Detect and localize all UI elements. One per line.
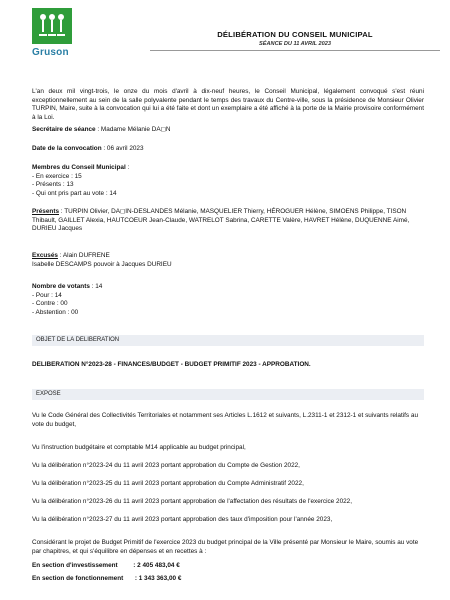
fonctionnement-line xyxy=(32,575,424,584)
gruson-logo xyxy=(32,8,72,62)
vu-deliberation-26: Vu la délibération n°2023-26 du 11 avril 2023 portant approbation de l'affectation des résultats de l'exercice 2022, xyxy=(32,498,353,505)
votants-pour: - Pour : 14 xyxy=(32,291,62,299)
votants-abstention: - Abstention : 00 xyxy=(32,308,79,316)
vu-deliberation-25: Vu la délibération n°2023-25 du 11 avril 2023 portant approbation du Compte Administratif 2022, xyxy=(32,480,304,487)
excuses-value: : Alain DUFRENE xyxy=(57,252,110,259)
header-divider xyxy=(150,50,440,51)
membres-block xyxy=(32,164,424,198)
secretaire-value: : Madame Mélanie DA◻N xyxy=(95,126,171,133)
membres-exercice: - En exercice : 15 xyxy=(32,172,82,180)
deliberation-title: DELIBERATION N°2023-28 - FINANCES/BUDGET - BUDGET PRIMITIF 2023 - APPROBATION. xyxy=(32,361,311,368)
expose-section-bar: EXPOSE xyxy=(32,389,424,400)
presents-value: : TURPIN Olivier, DA◻IN-DESLANDES Mélanie, MASQUELIER Thierry, HÉROGUER Hélène, SIMOENS Philippe, TISON Thibault, GAILLET Alexia, HAUTCOEUR Jean-Claude, WATRELOT Sabrina, CARETTE Valère, HAVRET Hélène, DUQUENNE Aimé, DURIEU Jacques xyxy=(32,208,410,233)
tree-logo-icon xyxy=(32,8,72,44)
investissement-line xyxy=(32,562,424,571)
excuses-label: Excusés xyxy=(32,252,58,259)
secretaire-label: Secrétaire de séance xyxy=(32,126,96,133)
votants-block xyxy=(32,283,424,317)
votants-label: Nombre de votants xyxy=(32,283,90,290)
votants-contre: - Contre : 00 xyxy=(32,300,68,308)
membres-votes: - Qui ont pris part au vote : 14 xyxy=(32,189,117,197)
vu-instruction-m14: Vu l'instruction budgétaire et comptable M14 applicable au budget principal, xyxy=(32,444,246,451)
vu-code-general: Vu le Code Général des Collectivités Territoriales et notamment ses Articles L.1612 et suivants, L.2311-1 et 2312-1 et suivants relatifs au vote du budget, xyxy=(32,412,419,428)
excuses-pouvoir: Isabelle DESCAMPS pouvoir à Jacques DURIEU xyxy=(32,260,172,268)
investissement-label: En section d'investissement xyxy=(32,562,118,569)
intro-paragraph: L'an deux mil vingt-trois, le onze du mois d'avril à dix-neuf heures, le Conseil Municipal, légalement convoqué s'est réuni exceptionnellement au sein de la salle polyvalente pendant le temps des travaux du Centre-ville, sous la présidence de Monsieur Olivier TURPIN, Maire, suite à la convocation qui lui a été faite et dont un exemplaire a été affiché à la porte de la Mairie provisoire conformément à la Loi. xyxy=(32,88,424,121)
secretaire-line xyxy=(32,126,424,135)
membres-presents: - Présents : 13 xyxy=(32,181,74,189)
convocation-value: : 06 avril 2023 xyxy=(101,145,144,152)
document-title: DÉLIBÉRATION DU CONSEIL MUNICIPAL xyxy=(217,30,373,39)
excuses-block xyxy=(32,252,424,269)
presents-label: Présents xyxy=(32,208,59,215)
convocation-line xyxy=(32,145,424,154)
investissement-amount: : 2 405 483,04 € xyxy=(133,562,180,569)
convocation-label: Date de la convocation xyxy=(32,145,102,152)
logo-name: Gruson xyxy=(32,47,69,58)
votants-value: : 14 xyxy=(89,283,103,290)
document-subtitle: SÉANCE DU 11 AVRIL 2023 xyxy=(259,41,331,47)
membres-label: Membres du Conseil Municipal xyxy=(32,164,126,171)
vu-deliberation-24: Vu la délibération n°2023-24 du 11 avril 2023 portant approbation du Compte de Gestion 2022, xyxy=(32,462,300,469)
considerant-paragraph: Considérant le projet de Budget Primitif de l'exercice 2023 du budget principal de la Ville présenté par Monsieur le Maire, soumis au vote par chapitres, et qui s'équilibre en dépenses et en recettes à : xyxy=(32,539,419,555)
membres-colon: : xyxy=(125,164,130,171)
vu-deliberation-27: Vu la délibération n°2023-27 du 11 avril 2023 portant approbation des taux d'imposition pour l'année 2023, xyxy=(32,516,333,523)
fonctionnement-amount: : 1 343 363,00 € xyxy=(134,575,182,582)
objet-section-bar: OBJET DE LA DELIBERATION xyxy=(32,335,424,346)
fonctionnement-label: En section de fonctionnement xyxy=(32,575,124,582)
presents-block xyxy=(32,208,424,234)
